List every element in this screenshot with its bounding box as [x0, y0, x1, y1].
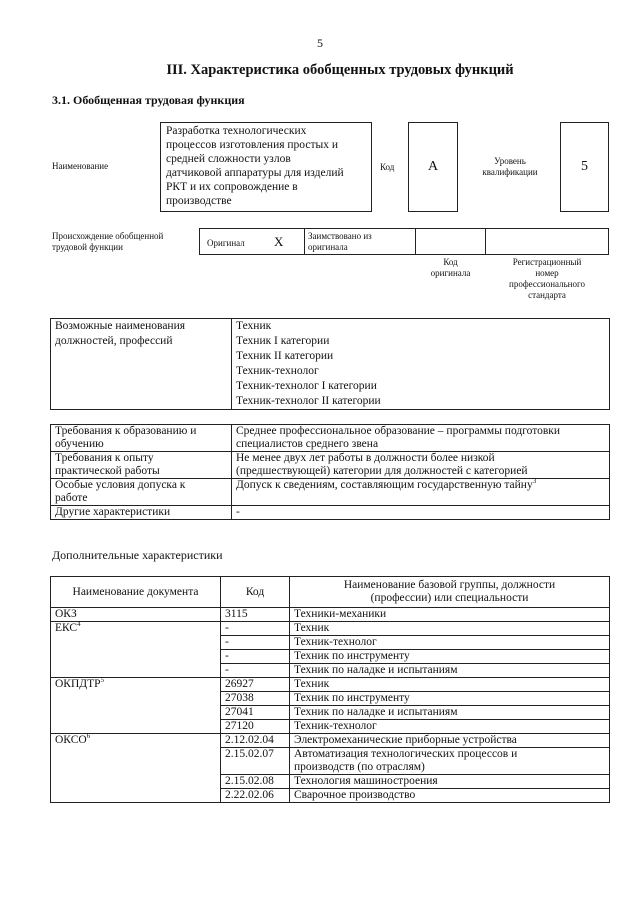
requirement-label-cell [51, 506, 232, 520]
requirement-value-line: Не менее двух лет работы в должности более низкой [236, 452, 495, 464]
document-cell [51, 608, 221, 622]
name-cell [290, 789, 610, 803]
name-line: производств (по отраслям) [294, 761, 425, 773]
positions-label-line: должностей, профессий [55, 335, 173, 347]
requirement-label-cell [51, 452, 232, 479]
name-cell [290, 622, 610, 636]
qualification-level-box [560, 122, 609, 212]
reg-number-caption-line: профессионального [509, 279, 585, 289]
requirement-value-cell [232, 452, 610, 479]
origin-label-line: трудовой функции [52, 242, 123, 252]
name-line: Технология машиностроения [294, 775, 438, 787]
requirement-value-cell [232, 425, 610, 452]
column-header-name-line: (профессии) или специальности [370, 592, 529, 604]
table-row [51, 608, 610, 622]
name-label: Наименование [52, 161, 109, 171]
requirement-value-text: Допуск к сведениям, составляющим государственную тайну [236, 479, 533, 491]
positions-list-cell [232, 319, 610, 410]
name-cell [290, 706, 610, 720]
qualification-level-label-line: квалификации [482, 167, 538, 177]
document-cell [51, 678, 221, 734]
requirement-value-cell [232, 506, 610, 520]
origin-reg-number-cell [485, 228, 609, 255]
footnote-marker: 5 [100, 676, 105, 685]
name-line: Автоматизация технологических процессов и [294, 748, 518, 760]
name-cell [290, 664, 610, 678]
reg-number-caption [488, 257, 606, 301]
requirement-value-line: - [236, 506, 240, 518]
additional-title: Дополнительные характеристики [52, 548, 223, 562]
additional-characteristics-table [50, 576, 610, 803]
position-item: Техник-технолог I категории [236, 380, 377, 392]
code-cell: 26927 [221, 678, 290, 692]
column-header-document: Наименование документа [51, 577, 221, 608]
name-cell [290, 678, 610, 692]
requirement-label-line: работе [55, 492, 88, 504]
table-row [51, 452, 610, 479]
name-cell [290, 608, 610, 622]
name-line: Техник по инструменту [294, 650, 410, 662]
document-name: ОКЗ [55, 608, 77, 620]
code-cell: 27038 [221, 692, 290, 706]
function-name-line: датчиковой аппаратуры для изделий [166, 167, 344, 179]
requirement-value-line: Среднее профессиональное образование – программы подготовки [236, 425, 561, 437]
code-value-box [408, 122, 458, 212]
additional-table-body [51, 608, 610, 803]
code-label: Код [380, 162, 395, 172]
function-name-line: средней сложности узлов [166, 153, 291, 165]
name-line: Электромеханические приборные устройства [294, 734, 517, 746]
name-line: Техник по наладке и испытаниям [294, 706, 458, 718]
requirement-value-line: (предшествующей) категории для должностей с категорией [236, 465, 528, 477]
column-header-code: Код [221, 577, 290, 608]
table-header-row [51, 577, 610, 608]
subsection-title: 3.1. Обобщенная трудовая функция [52, 93, 245, 107]
requirement-label-line: Требования к образованию и [55, 425, 197, 437]
code-cell: 2.22.02.06 [221, 789, 290, 803]
name-cell [290, 734, 610, 748]
document-cell [51, 622, 221, 678]
reg-number-caption-line: номер [535, 268, 559, 278]
positions-label-line: Возможные наименования [55, 320, 186, 332]
origin-original-cell [199, 228, 305, 255]
reg-number-caption-line: Регистрационный [512, 257, 582, 267]
requirement-value-line: специалистов среднего звена [236, 438, 379, 450]
requirement-value-line [236, 479, 605, 492]
footnote-marker: 4 [77, 620, 81, 629]
requirement-label-line: обучению [55, 438, 104, 450]
footnote-marker: 6 [86, 732, 91, 741]
document-name: ОКСО [55, 734, 87, 746]
origin-label [52, 231, 163, 253]
positions-label-cell [51, 319, 232, 410]
table-row [51, 734, 610, 748]
table-row [51, 479, 610, 506]
name-cell [290, 636, 610, 650]
code-cell: 2.15.02.08 [221, 775, 290, 789]
code-cell: 27041 [221, 706, 290, 720]
spacer [236, 492, 605, 505]
code-original-caption-line: Код [443, 257, 458, 267]
borrowed-label-line: оригинала [308, 242, 348, 252]
requirement-label-line: Другие характеристики [55, 506, 171, 518]
requirements-table [50, 424, 610, 520]
position-item: Техник-технолог II категории [236, 395, 381, 407]
code-cell: 27120 [221, 720, 290, 734]
function-name-box [160, 122, 372, 212]
position-item: Техник-технолог [236, 365, 319, 377]
position-item: Техник II категории [236, 350, 334, 362]
name-line: Техник по инструменту [294, 692, 410, 704]
code-cell: - [221, 622, 290, 636]
code-cell: 2.12.02.04 [221, 734, 290, 748]
table-row [51, 622, 610, 636]
requirement-label-line: практической работы [55, 465, 160, 477]
requirement-label-cell [51, 479, 232, 506]
name-line: Сварочное производство [294, 789, 416, 801]
table-row [51, 425, 610, 452]
function-name-line: Разработка технологических [166, 125, 307, 137]
reg-number-caption-line: стандарта [528, 290, 566, 300]
table-row [51, 319, 610, 410]
document-name: ОКПДТР [55, 678, 101, 690]
requirement-label-line: Особые условия допуска к [55, 479, 186, 491]
code-cell: - [221, 664, 290, 678]
requirement-label-line: Требования к опыту [55, 452, 154, 464]
name-cell [290, 692, 610, 706]
qualification-level-label [468, 156, 552, 178]
name-line: Техник-технолог [294, 636, 377, 648]
original-label: Оригинал [207, 238, 245, 248]
origin-label-line: Происхождение обобщенной [52, 231, 164, 241]
borrowed-label-line: Заимствовано из [308, 231, 372, 241]
page-number: 5 [317, 36, 323, 50]
column-header-name [290, 577, 610, 608]
table-row [51, 506, 610, 520]
name-line: Техник [294, 622, 330, 634]
requirement-label-cell [51, 425, 232, 452]
footnote-marker: 3 [532, 477, 537, 486]
function-name-line: РКТ и их сопровождение в [166, 181, 298, 193]
name-line: Техник по наладке и испытаниям [294, 664, 458, 676]
code-cell: - [221, 636, 290, 650]
name-cell [290, 650, 610, 664]
requirement-value-cell [232, 479, 610, 506]
column-header-name-line: Наименование базовой группы, должности [343, 579, 556, 591]
original-mark: X [274, 234, 284, 249]
table-row [51, 678, 610, 692]
origin-code-cell [415, 228, 486, 255]
position-item: Техник I категории [236, 335, 330, 347]
name-cell [290, 748, 610, 775]
code-cell: 3115 [221, 608, 290, 622]
name-cell [290, 720, 610, 734]
code-original-caption-line: оригинала [430, 268, 471, 278]
name-line: Техник [294, 678, 330, 690]
name-cell [290, 775, 610, 789]
positions-table [50, 318, 610, 410]
name-line: Техники-механики [294, 608, 387, 620]
document-name: ЕКС [55, 622, 78, 634]
origin-borrowed-cell [304, 228, 416, 255]
position-item: Техник [236, 320, 272, 332]
function-name-line: производстве [166, 195, 232, 207]
code-value: A [427, 159, 439, 174]
qualification-level-label-line: Уровень [494, 156, 526, 166]
function-name-line: процессов изготовления простых и [166, 139, 338, 151]
code-cell: 2.15.02.07 [221, 748, 290, 775]
document-cell [51, 734, 221, 803]
name-line: Техник-технолог [294, 720, 377, 732]
section-title: III. Характеристика обобщенных трудовых функций [166, 62, 514, 78]
code-cell: - [221, 650, 290, 664]
code-original-caption [415, 257, 486, 279]
qualification-level-value: 5 [581, 159, 588, 174]
